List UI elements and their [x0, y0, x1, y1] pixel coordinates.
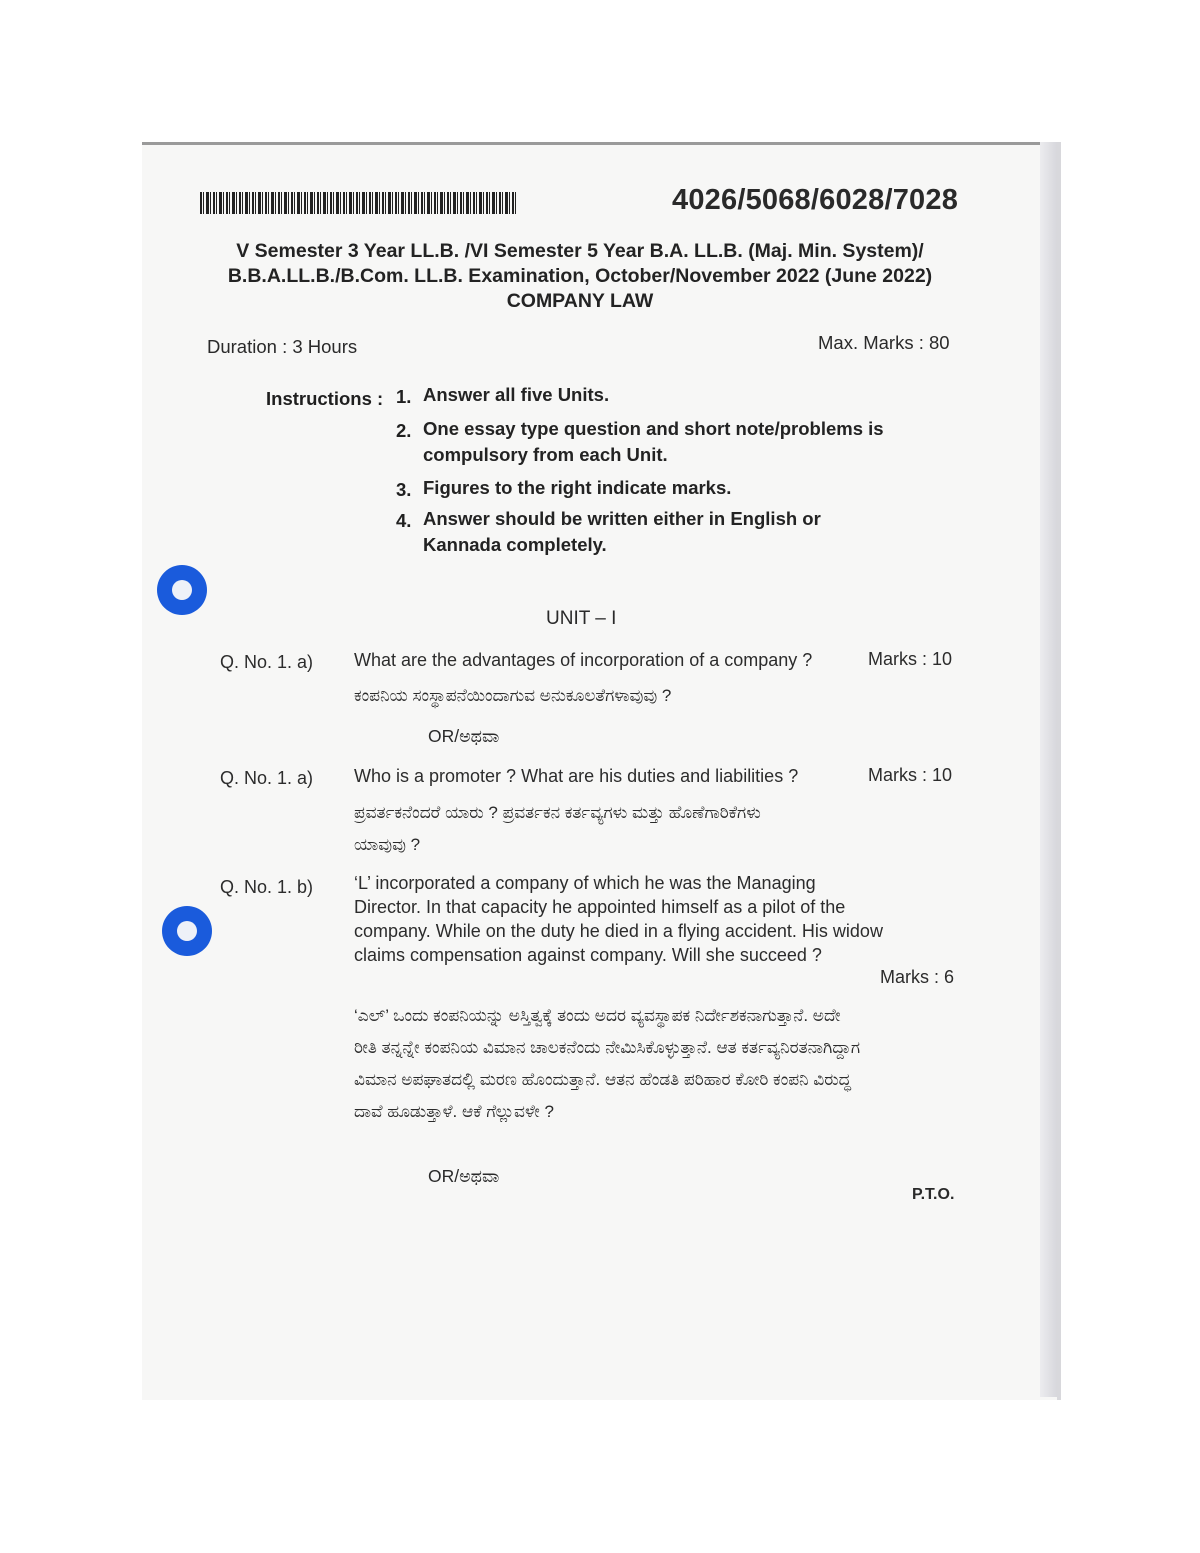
exam-title-line-1: V Semester 3 Year LL.B. /VI Semester 5 Year B.A. LL.B. (Maj. Min. System)/ [236, 240, 924, 262]
instructions-label: Instructions : [266, 388, 384, 409]
question-text: What are the advantages of incorporation of a company ? [354, 650, 813, 670]
unit-heading: UNIT – I [546, 608, 617, 629]
paper-code: 4026/5068/6028/7028 [672, 184, 959, 216]
punch-hole-top [157, 565, 207, 615]
please-turn-over: P.T.O. [912, 1186, 955, 1203]
instruction-number: 2. [396, 420, 412, 441]
question-label: Q. No. 1. a) [220, 652, 314, 672]
question-text: ‘L’ incorporated a company of which he was the Managing Director. In that capacity he appointed himself as a pilot of the company. While on the duty he died in a flying accident. His widow claims compensation against company. Will she succeed ? [354, 873, 883, 965]
question-marks: Marks : 6 [880, 967, 955, 987]
instruction-number: 4. [396, 510, 412, 531]
question-text-kannada: ‘ಎಲ್’ ಒಂದು ಕಂಪನಿಯನ್ನು ಅಸ್ತಿತ್ವಕ್ಕೆ ತಂದು ಅದರ ವ್ಯವಸ್ಥಾಪಕ ನಿರ್ದೇಶಕನಾಗುತ್ತಾನೆ. ಅದೇ ರೀತಿ ತನ್ನನ್ನೇ ಕಂಪನಿಯ ವಿಮಾನ ಚಾಲಕನೆಂದು ನೇಮಿಸಿಕೊಳ್ಳುತ್ತಾನೆ. ಆತ ಕರ್ತವ್ಯನಿರತನಾಗಿದ್ದಾಗ ವಿಮಾನ ಅಪಘಾತದಲ್ಲಿ ಮರಣ ಹೊಂದುತ್ತಾನೆ. ಆತನ ಹೆಂಡತಿ ಪರಿಹಾರ ಕೋರಿ ಕಂಪನಿ ವಿರುದ್ಧ ದಾವೆ ಹೂಡುತ್ತಾಳೆ. ಆಕೆ ಗೆಲ್ಲುವಳೇ ? [354, 1006, 861, 1121]
question-marks: Marks : 10 [868, 765, 953, 785]
max-marks: Max. Marks : 80 [818, 332, 950, 353]
subject-title: COMPANY LAW [506, 290, 654, 312]
instruction-text: Answer all five Units. [423, 384, 610, 405]
question-text-kannada: ಪ್ರವರ್ತಕನೆಂದರೆ ಯಾರು ? ಪ್ರವರ್ತಕನ ಕರ್ತವ್ಯಗಳು ಮತ್ತು ಹೊಣೆಗಾರಿಕೆಗಳು ಯಾವುವು ? [354, 803, 761, 854]
question-label: Q. No. 1. a) [220, 768, 314, 788]
duration: Duration : 3 Hours [207, 336, 358, 357]
question-label: Q. No. 1. b) [220, 877, 314, 897]
question-text: Who is a promoter ? What are his duties and liabilities ? [354, 766, 799, 786]
or-separator: OR/ಅಥವಾ [428, 726, 500, 746]
instruction-text: Figures to the right indicate marks. [423, 477, 732, 498]
question-text-kannada: ಕಂಪನಿಯ ಸಂಸ್ಥಾಪನೆಯಿಂದಾಗುವ ಅನುಕೂಲತೆಗಳಾವುವು ? [354, 686, 672, 705]
punch-hole-bottom [162, 906, 212, 956]
instruction-number: 1. [396, 386, 412, 407]
instruction-text: One essay type question and short note/problems is compulsory from each Unit. [423, 418, 884, 465]
instruction-number: 3. [396, 479, 412, 500]
exam-title-line-2: B.B.A.LL.B./B.Com. LL.B. Examination, October/November 2022 (June 2022) [227, 265, 933, 287]
paper-edge-shadow [1040, 142, 1057, 1397]
or-separator: OR/ಅಥವಾ [428, 1166, 500, 1186]
question-marks: Marks : 10 [868, 649, 953, 669]
instruction-text: Answer should be written either in English or Kannada completely. [423, 508, 821, 555]
barcode [200, 192, 516, 214]
